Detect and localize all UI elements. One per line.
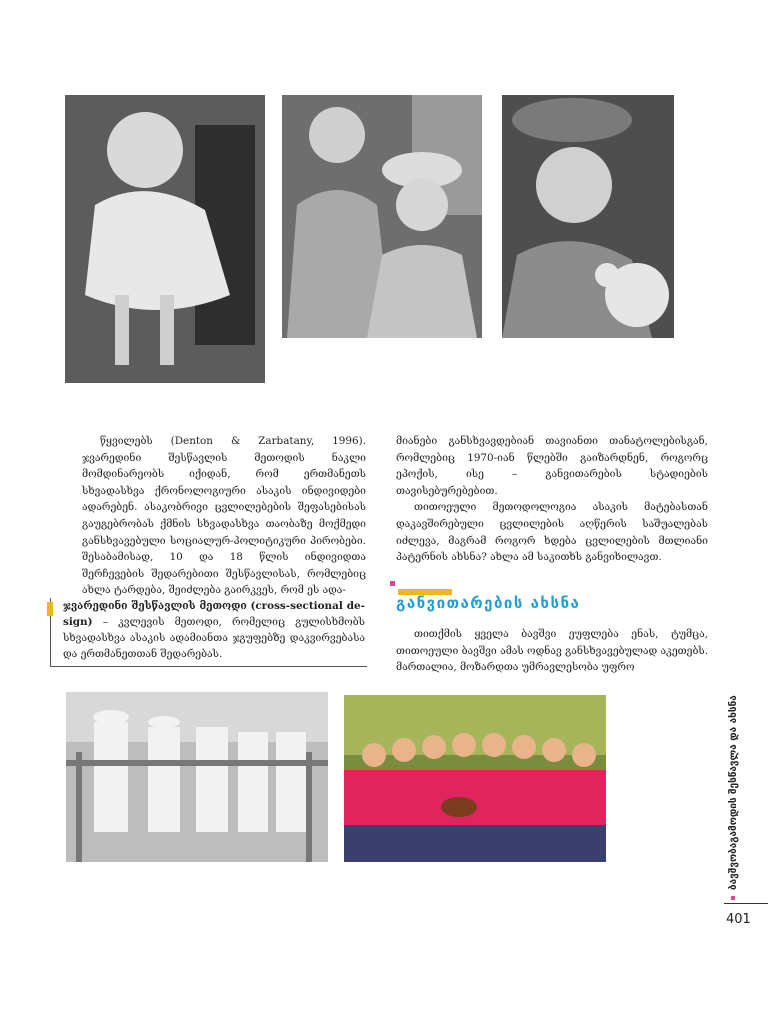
definition-marker <box>47 602 53 616</box>
photo-couple <box>282 95 482 338</box>
page-number: 401 <box>726 912 751 927</box>
right-paragraph-3: თითქმის ყველა ბავშვი ეუფლება ენას, ტუმცა, თითოეული ბავშვი ამას ოდნავ განსხვავებულად აკეთებს. მართალია, მოზარდთა უმრავლესობა უფრო <box>396 628 708 674</box>
photo-child-on-chair <box>65 95 265 383</box>
definition-term-english: (cross-sectional de-sign) <box>63 600 365 628</box>
photo-elderly-woman-with-teddy <box>502 95 674 338</box>
right-column-bottom <box>396 626 708 676</box>
page-number-rule <box>724 903 768 904</box>
left-column <box>82 433 366 599</box>
definition-body: – კვლევის მეთოდი, რომელიც გულისხმობს სხვადასხვა ასაკის ადამიანთა ჯგუფებზე დაკვირვებასა და ერთმანეთთან შედარებას. <box>63 616 365 660</box>
chapter-side-label: ბავშვობაგამოდის შესწავლა და ახსნა <box>728 695 739 890</box>
photo-girls-at-fence <box>66 692 328 862</box>
right-column-top <box>396 433 708 566</box>
section-heading: განვითარების ახსნა <box>396 594 581 612</box>
right-paragraph-1: მიანები განსხვავდებიან თავიანთი თანატოლებისგან, რომლებიც 1970-იან წლებში გაიზარდნენ, როგორც ეპოქის, ისე – განვითარების სტადიების თავისებურებებით. <box>396 435 708 497</box>
heading-accent-dot <box>390 581 395 586</box>
definition-text <box>63 598 365 662</box>
definition-box <box>50 598 367 667</box>
definition-term: ჯვარედინი შესწავლის მეთოდი <box>63 600 247 612</box>
left-paragraph: წყვილებს (Denton & Zarbatany, 1996). ჯვარედინი შესწავლის მეთოდის ნაკლი მომდინარეობს იქიდან, რომ ერთმანეთს სხვადასხვა ქრონოლოგიური ასაკის ინდივიდები ადარებენ. ასაკობრივი ცვლილებების შეფასებისას გაუგებრობას ქმნის სხვადასხვა თაობაზე მოქმედი განსხვავებული სოციალურ-პოლიტიკური პირობები. შესაბამისად, 10 და 18 წლის ინდივიდთა შერჩევების შედარებითი შესწავლისას, რომლებიც ახლა ტარდება, შეიძლება გაირკვეს, რომ ეს ადა- <box>82 435 366 597</box>
side-accent-dot <box>731 896 735 900</box>
right-paragraph-2: თითოეული მეთოდოლოგია ასაკის მატებასთან დაკავშირებული ცვლილების აღწერის საშუალებას იძლევა, მაგრამ როგორ ხდება ცვლილების მთლიანი პატერნის ახსნა? ახლა ამ საკითხს განვიხილავთ. <box>396 501 708 564</box>
photo-women-with-cake <box>344 695 606 862</box>
